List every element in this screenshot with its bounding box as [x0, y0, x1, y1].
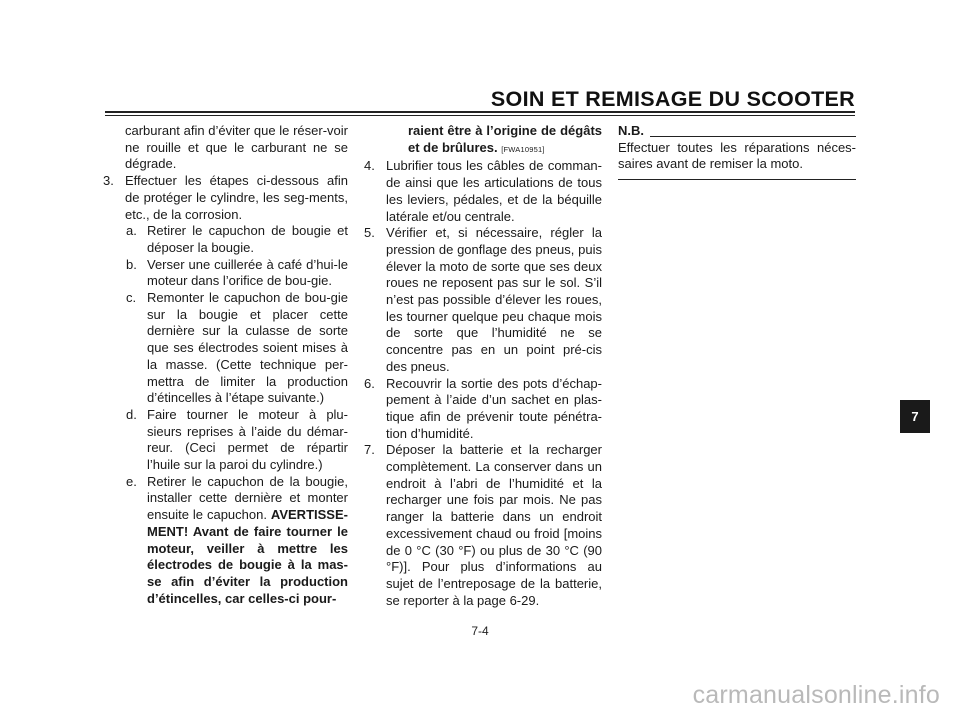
note-heading — [618, 123, 856, 140]
header-rule-thick — [105, 111, 855, 113]
step-7 — [364, 442, 602, 609]
step-text: Recouvrir la sortie des pots d’échap-pement à l’aide d’un sachet en plas-tique afin de prévenir toute pénétra-tion d’humidité. — [386, 375, 602, 441]
step-number: 4. — [364, 158, 375, 174]
text-column-3 — [618, 123, 856, 180]
step-text: Effectuer les étapes ci-dessous afin de protéger le cylindre, les seg-ments, etc., de la corrosion. — [125, 173, 348, 222]
step-6 — [364, 376, 602, 443]
chapter-tab: 7 — [900, 400, 930, 433]
warning-continuation — [364, 123, 602, 158]
section-title: SOIN ET REMISAGE DU SCOOTER — [490, 87, 855, 111]
substep-text: Retirer le capuchon de la bougie, installer cette dernière et monter ensuite le capuchon. — [147, 473, 348, 523]
substep-letter: d. — [126, 406, 137, 422]
substep-b — [103, 257, 348, 290]
substep-e — [103, 474, 348, 608]
substep-body — [147, 474, 348, 608]
step-number: 5. — [364, 225, 375, 241]
substep-a — [103, 223, 348, 256]
substep-letter: c. — [126, 290, 137, 306]
step-number: 6. — [364, 375, 375, 391]
step-4 — [364, 158, 602, 225]
substep-d — [103, 407, 348, 474]
step-text: Déposer la batterie et la recharger complètement. La conserver dans un endroit à l’abri de l’humidité et la recharger une fois par mois. Ne pas ranger la batterie dans un endroit excessivement chaud ou froid [moins de 0 °C (30 °F) ou plus de 30 °C (90 °F)]. Pour plus d’informations au sujet de l’entreposage de la batterie, se reporter à la page 6-29. — [386, 442, 602, 608]
substep-text: Retirer le capuchon de bougie et déposer la bougie. — [147, 223, 348, 255]
warning-code: [FWA10951] — [501, 144, 545, 154]
step-5 — [364, 225, 602, 375]
page-number: 7-4 — [471, 624, 489, 638]
substep-letter: a. — [126, 223, 137, 239]
text-column-1 — [103, 123, 348, 607]
step-number: 7. — [364, 442, 375, 458]
substep-letter: e. — [126, 473, 137, 489]
warning-text: AVERTISSE-MENT! Avant de faire tourner le moteur, veiller à mettre les électrodes de bougie à la mas-se afin d’éviter la production d’étincelles, car celles-ci pour- — [147, 507, 348, 606]
step-text: Lubrifier tous les câbles de comman-de ainsi que les articulations de tous les leviers, pédales, et de la béquille latérale et/ou centrale. — [386, 158, 602, 224]
substep-text: Verser une cuillerée à café d’hui-le moteur dans l’orifice de bou-gie. — [147, 256, 348, 289]
note-label: N.B. — [618, 123, 644, 138]
substep-text: Faire tourner le moteur à plu-sieurs reprises à l’aide du démar-reur. (Ceci permet de répartir l’huile sur la paroi du cylindre.) — [147, 406, 348, 473]
step-text: Vérifier et, si nécessaire, régler la pression de gonflage des pneus, puis élever la moto de sorte que ses deux roues ne reposent pas sur le sol. S’il n’est pas possible d’élever les roues, les tourner quelque peu chaque mois de sorte que l’humidité ne se concentre pas en un point pré-cis des pneus. — [386, 225, 602, 374]
substep-text: Remonter le capuchon de bou-gie sur la bougie et placer cette dernière sur la culasse de sorte que ses électrodes soient mises à la masse. (Cette technique per-mettra de limiter la production d’étincelles à l’étape suivante.) — [147, 290, 348, 406]
text-column-2 — [364, 123, 602, 609]
note-heading-rule — [650, 136, 856, 137]
warning-text: raient être à l’origine de dégâts et de brûlures. — [408, 123, 602, 155]
note-end-rule — [618, 179, 856, 180]
header-rule-thin — [105, 115, 855, 116]
intro-paragraph: carburant afin d’éviter que le réser-voir ne rouille et que le carburant ne se dégrade. — [125, 123, 348, 172]
note-text: Effectuer toutes les réparations néces-saires avant de remiser la moto. — [618, 139, 856, 172]
watermark: carmanualsonline.info — [692, 681, 940, 709]
step-number: 3. — [103, 173, 114, 189]
step-3 — [103, 173, 348, 223]
substep-letter: b. — [126, 256, 137, 272]
substep-c — [103, 290, 348, 407]
